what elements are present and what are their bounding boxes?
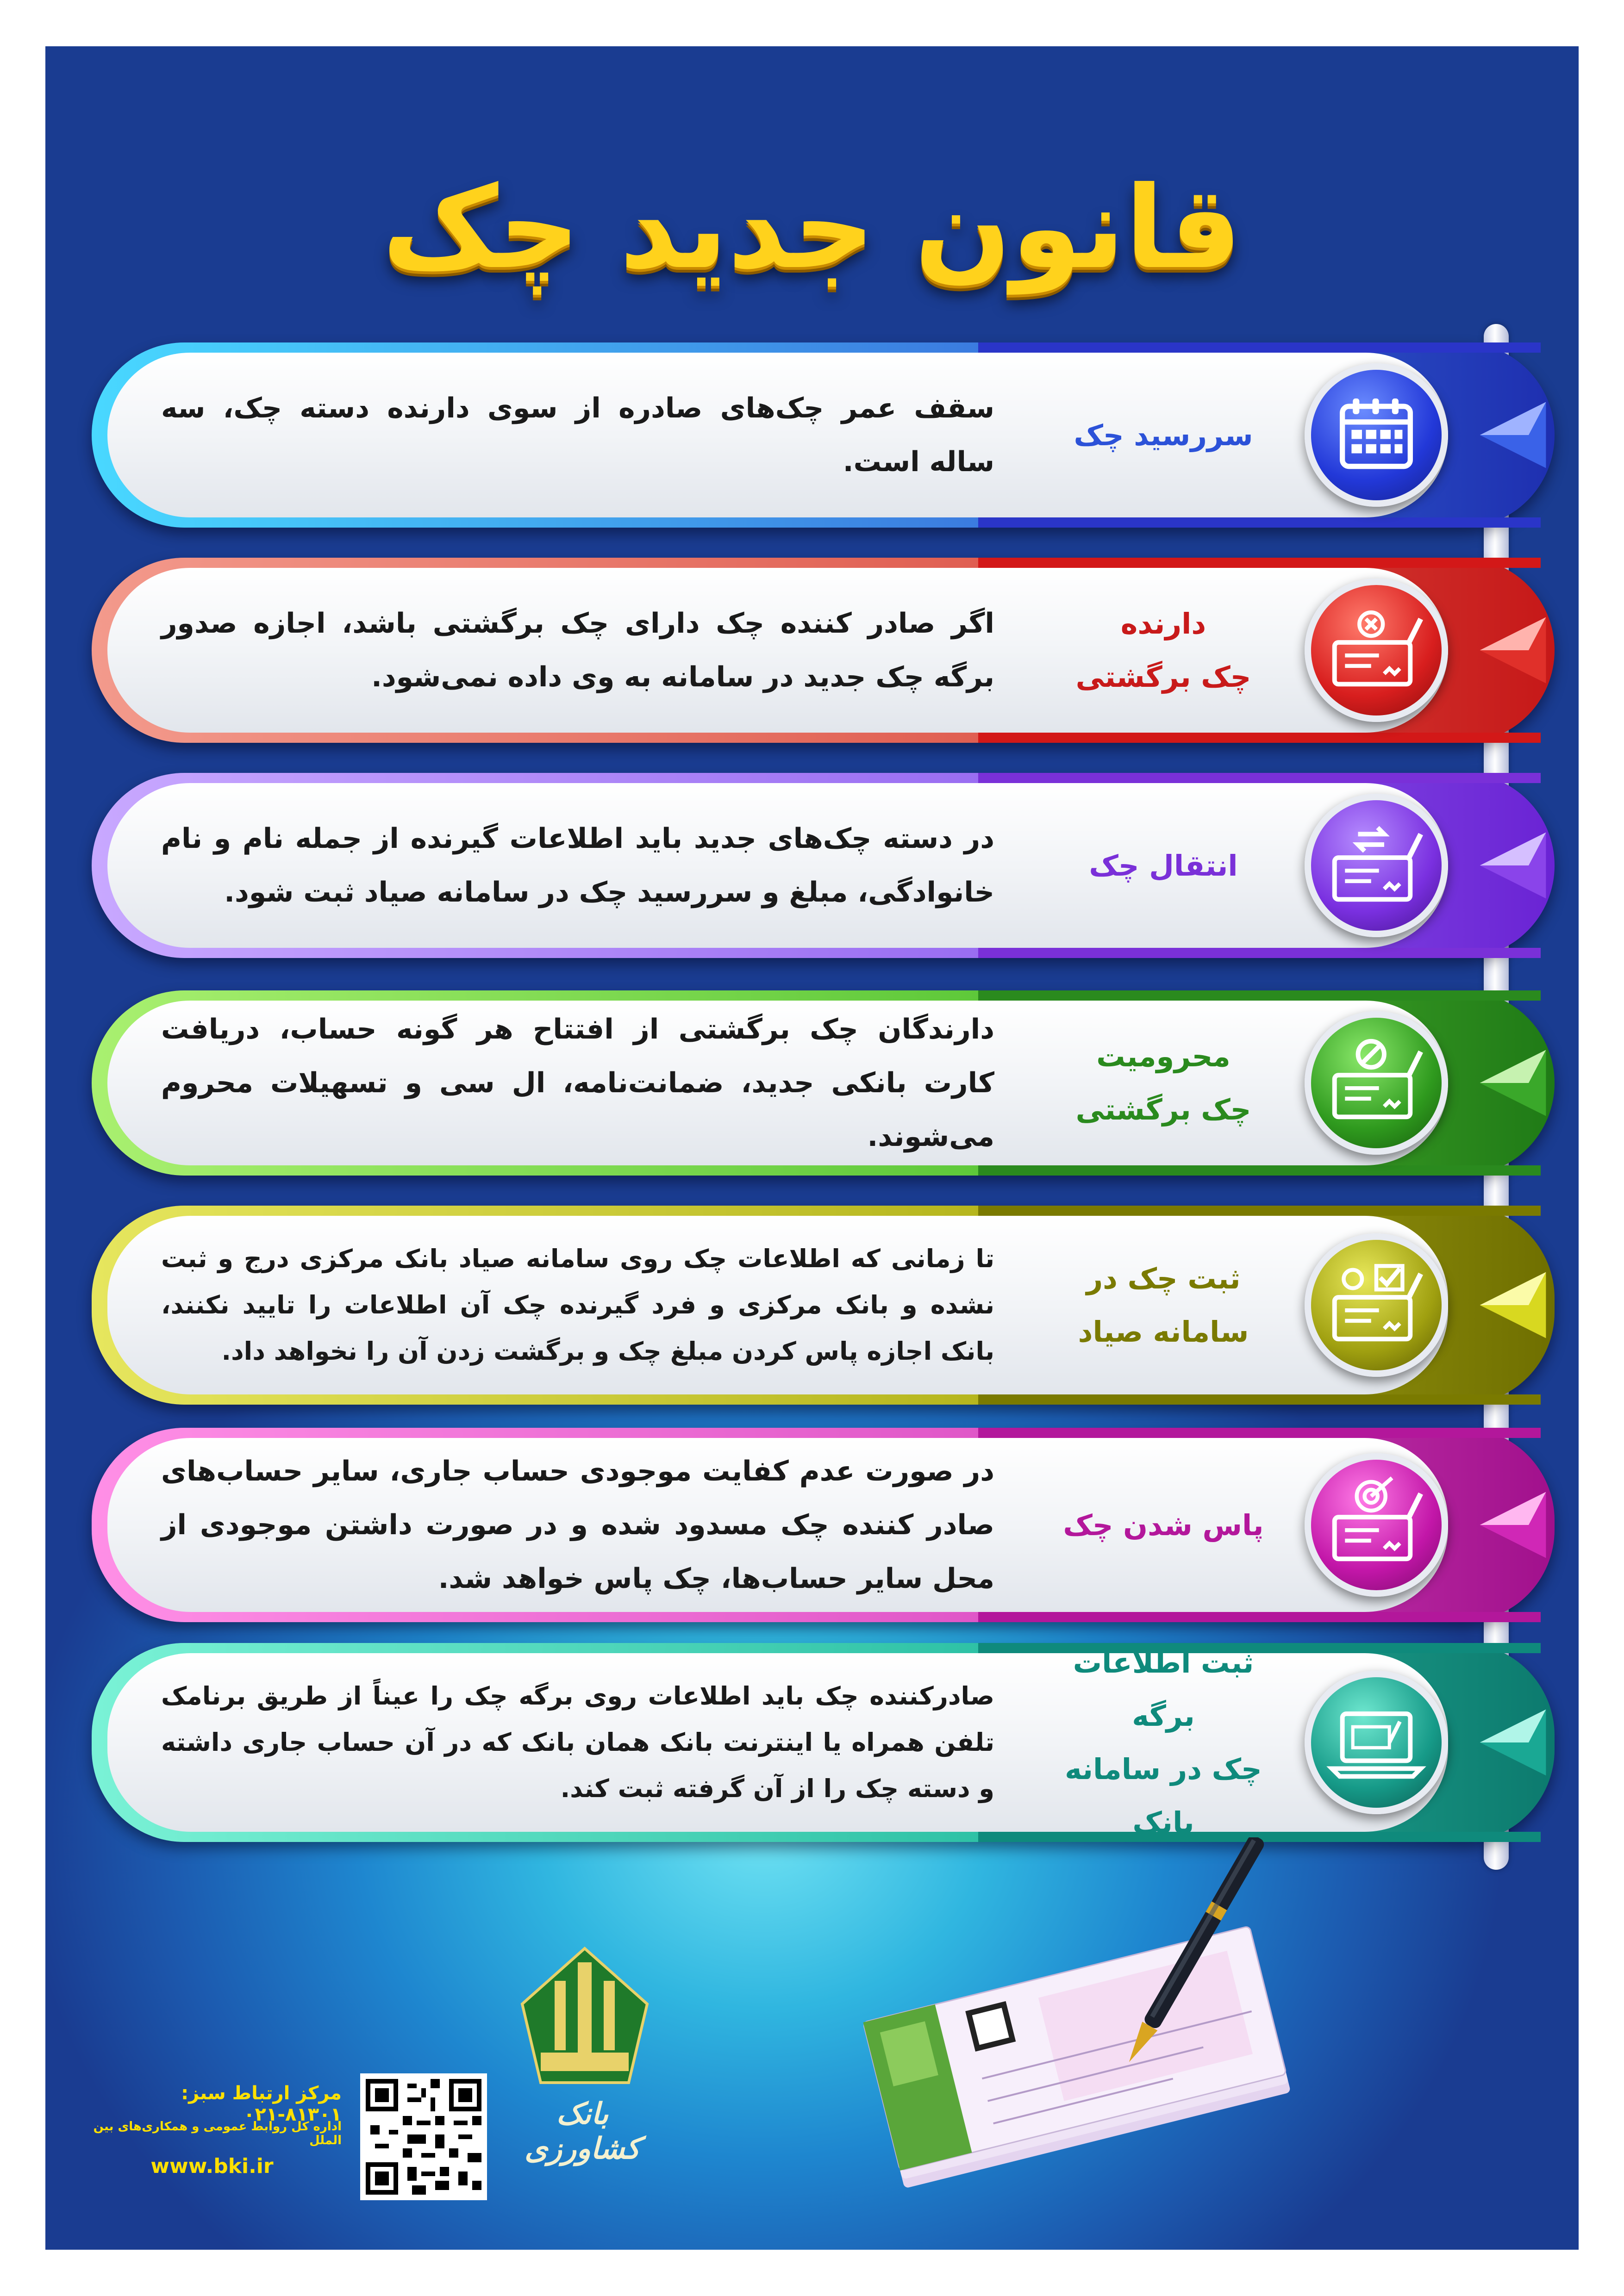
timeline-marker (1474, 1483, 1552, 1567)
timeline-marker (1474, 824, 1552, 907)
rule-row-3 (92, 773, 1555, 958)
rule-description: سقف عمر چک‌های صادره از سوی دارنده دسته چک، سه ساله است. (161, 392, 994, 478)
chequebook-illustration (832, 1837, 1314, 2189)
rule-description: در صورت عدم کفایت موجودی حساب جاری، سایر حساب‌های صادر کننده چک مسدود شده و در صورت داشتن موجودی از محل سایر حساب‌ها، چک پاس خواهد شد. (161, 1455, 994, 1595)
cheque-transfer-icon (1305, 794, 1448, 937)
calendar-icon (1305, 363, 1448, 507)
timeline-marker (1474, 1041, 1552, 1125)
rule-label: ثبت چک در سامانه صیاد (1078, 1262, 1249, 1349)
rule-description: تا زمانی که اطلاعات چک روی سامانه صیاد بانک مرکزی درج و ثبت نشده و بانک مرکزی و فرد گیرنده چک آن اطلاعات را تایید نکنند، بانک اجازه پاس کردن مبلغ چک و برگشت زدن آن را نخواهد داد. (161, 1244, 994, 1366)
timeline-marker (1474, 393, 1552, 477)
rule-row-7 (92, 1643, 1555, 1842)
bank-name: بانک کشاورزی (525, 2097, 640, 2166)
cheque-target-icon (1305, 1453, 1448, 1597)
rule-label: سررسید چک (1074, 418, 1253, 452)
qr-code (360, 2073, 487, 2200)
rule-label: ثبت اطلاعات برگه چک در سامانه بانک (1065, 1646, 1262, 1839)
rule-row-2 (92, 558, 1555, 743)
rule-label: محرومیت چک برگشتی (1075, 1039, 1251, 1126)
page-title: قانون جدید چک (382, 162, 1242, 294)
cheque-ban-icon (1305, 1011, 1448, 1155)
timeline-marker (1474, 1263, 1552, 1347)
website-link[interactable]: www.bki.ir (150, 2154, 274, 2178)
hotline-text: مرکز ارتباط سبز: ۸۱۳۰۱-۰۲۱ (181, 2083, 342, 2125)
rule-row-1 (92, 342, 1555, 528)
rule-description: دارندگان چک برگشتی از افتتاح هر گونه حساب، دریافت کارت بانکی جدید، ضمانت‌نامه، ال سی و تسهیلات محروم می‌شوند. (161, 1013, 994, 1153)
rule-label: پاس شدن چک (1063, 1508, 1264, 1542)
rule-label: انتقال چک (1089, 848, 1238, 883)
department-text: اداره کل روابط عمومی و همکاری‌های بین الملل (93, 2120, 342, 2147)
rule-description: صادرکننده چک باید اطلاعات روی برگه چک را عیناً از طریق برنامک تلفن همراه یا اینترنت بانک همان بانک که در آن حساب جاری داشته و دسته چک را از آن گرفته ثبت کند. (161, 1681, 994, 1803)
rule-row-6 (92, 1428, 1555, 1622)
timeline-marker (1474, 1701, 1552, 1784)
cheque-approved-icon (1305, 1233, 1448, 1377)
poster (45, 46, 1579, 2250)
rule-label: دارنده چک برگشتی (1075, 607, 1251, 694)
cheque-rejected-icon (1305, 579, 1448, 722)
rule-row-4 (92, 990, 1555, 1176)
laptop-cheque-icon (1305, 1671, 1448, 1814)
rule-row-5 (92, 1206, 1555, 1405)
rule-description: در دسته چک‌های جدید باید اطلاعات گیرنده از جمله نام و نام خانوادگی، مبلغ و سررسید چک در سامانه صیاد ثبت شود. (161, 822, 994, 908)
timeline-marker (1474, 609, 1552, 692)
rule-description: اگر صادر کننده چک دارای چک برگشتی باشد، اجازه صدور برگه چک جدید در سامانه به وی داده نمی‌شود. (161, 607, 994, 693)
